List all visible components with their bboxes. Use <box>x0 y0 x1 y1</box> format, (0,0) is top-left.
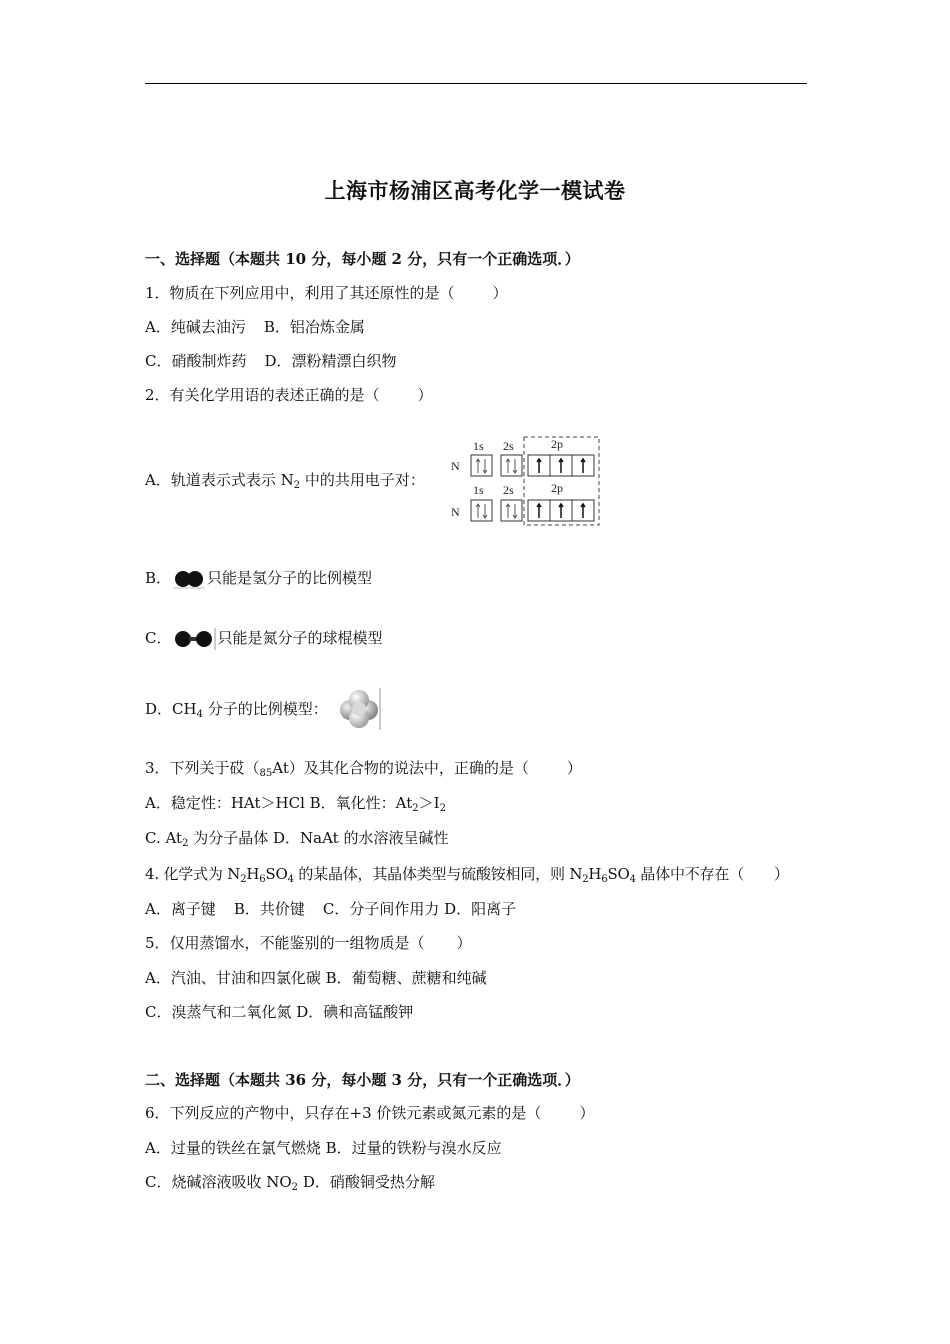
q4-option-a: A．离子键 <box>145 900 216 918</box>
q3-option-b: B．氧化性：$At_2>I_2$ <box>309 794 446 814</box>
q6-option-d: D．硝酸铜受热分解 <box>302 1173 435 1191</box>
svg-text:2s: 2s <box>503 439 514 453</box>
question-4: 4. 化学式为 $N_2H_6SO_4$ 的某晶体，其晶体类型与硫酸铵相同，则 $N_2H_6SO_4$ 晶体中不存在（ ） <box>145 865 789 885</box>
q6-options-ab <box>145 1138 502 1158</box>
q1-option-a: A．纯碱去油污 <box>145 318 246 336</box>
svg-text:2p: 2p <box>551 437 563 451</box>
section-2-heading: 二、选择题（本题共 36 分，每小题 3 分，只有一个正确选项．） <box>145 1071 580 1089</box>
q4-option-c: C．分子间作用力 <box>322 900 440 918</box>
section-1-heading: 一、选择题（本题共 10 分，每小题 2 分，只有一个正确选项．） <box>145 250 580 268</box>
q6-stem: 6．下列反应的产物中，只存在+3 价铁元素或氮元素的是（ <box>145 1104 542 1122</box>
methane-model-icon <box>336 686 384 732</box>
q5-option-d: D．碘和高锰酸钾 <box>296 1003 414 1021</box>
q5-option-c: C．溴蒸气和二氧化氮 <box>145 1003 292 1021</box>
q3-options-cd <box>145 828 448 848</box>
q1-option-b: B．铝冶炼金属 <box>263 318 365 336</box>
q1-options-cd <box>145 351 397 371</box>
svg-text:N: N <box>451 505 460 519</box>
question-5: 5．仅用蒸馏水，不能鉴别的一组物质是（ ） <box>145 934 472 952</box>
q6-option-b: B．过量的铁粉与溴水反应 <box>325 1139 502 1157</box>
q6-option-a: A．过量的铁丝在氯气燃烧 <box>145 1139 321 1157</box>
q1-options-ab <box>145 317 365 337</box>
question-1: 1．物质在下列应用中，利用了其还原性的是（ ） <box>145 284 508 302</box>
question-6: 6．下列反应的产物中，只存在+3 价铁元素或氮元素的是（ ） <box>145 1104 595 1122</box>
q2-option-b: B． 只能是氢分子的比例模型 <box>145 569 373 587</box>
q6-options-cd <box>145 1172 435 1192</box>
space-filling-model-icon <box>171 567 207 589</box>
q4-option-d: D．阳离子 <box>444 900 517 918</box>
q5-option-a: A．汽油、甘油和四氯化碳 <box>145 969 321 987</box>
orbital-diagram <box>443 436 603 528</box>
svg-text:1s: 1s <box>473 483 484 497</box>
ball-stick-model-icon <box>171 626 217 650</box>
q5-options-ab <box>145 968 487 988</box>
svg-text:2p: 2p <box>551 481 563 495</box>
q1-stem: 1．物质在下列应用中，利用了其还原性的是（ <box>145 284 455 302</box>
q2-stem: 2．有关化学用语的表述正确的是（ <box>145 386 380 404</box>
q1-option-c: C．硝酸制炸药 <box>145 352 247 370</box>
q5-option-b: B．葡萄糖、蔗糖和纯碱 <box>325 969 487 987</box>
q2-option-d: D．$CH_4$ 分子的比例模型： <box>145 700 328 720</box>
question-2: 2．有关化学用语的表述正确的是（ ） <box>145 386 433 404</box>
question-3: 3．下列关于砹$(_{85}At)$及其化合物的说法中，正确的是（ ） <box>145 759 582 779</box>
q3-options-ab <box>145 793 446 813</box>
page-title: 上海市杨浦区高考化学一模试卷 <box>324 178 626 203</box>
q5-stem: 5．仅用蒸馏水，不能鉴别的一组物质是（ <box>145 934 425 952</box>
orbital-element-label: N <box>451 459 460 473</box>
header-rule <box>145 83 807 84</box>
q2-option-c: C． 只能是氮分子的球棍模型 <box>145 626 383 650</box>
svg-text:1s: 1s <box>473 439 484 453</box>
q4-option-b: B．共价键 <box>233 900 305 918</box>
q3-option-a: A．稳定性：HAt＞HCl <box>145 794 305 812</box>
q6-option-c: C．烧碱溶液吸收 $NO_2$ <box>145 1173 299 1193</box>
q4-options <box>145 899 516 919</box>
q3-option-c: C. $At_2$ 为分子晶体 <box>145 829 269 849</box>
q2-option-a: A．轨道表示式表示 $N_2$ 中的共用电子对： <box>145 471 425 491</box>
svg-text:2s: 2s <box>503 483 514 497</box>
q1-option-d: D．漂粉精漂白织物 <box>264 352 397 370</box>
q5-options-cd <box>145 1002 413 1022</box>
q3-option-d: D．NaAt 的水溶液呈碱性 <box>273 829 449 847</box>
